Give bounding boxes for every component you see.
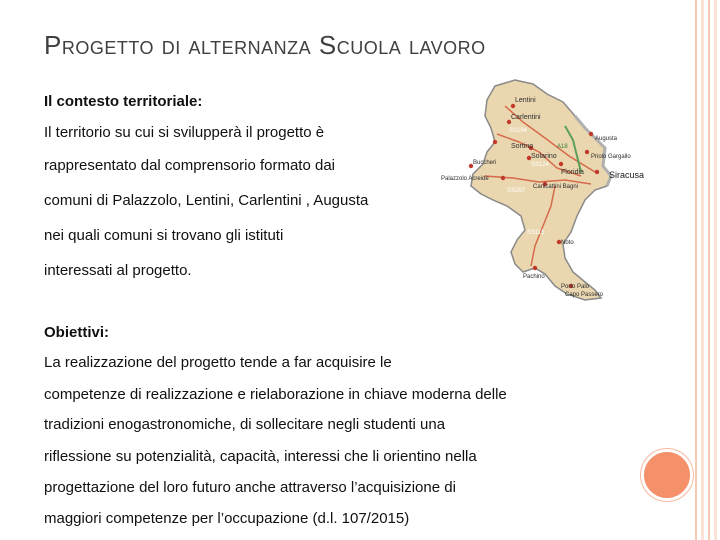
context-line: nei quali comuni si trovano gli istituti [44, 227, 284, 244]
context-line: comuni di Palazzolo, Lentini, Carlentini , Augusta [44, 192, 369, 209]
objectives-line: riflessione su potenzialità, capacità, interessi che li orientino nella [44, 448, 477, 465]
territory-map [435, 76, 647, 306]
map-label-capo: Capo Passero [565, 292, 604, 298]
objectives-line: maggiori competenze per l’occupazione (d.l. 107/2015) [44, 510, 410, 527]
context-line: rappresentato dal comprensorio formato dai [44, 157, 335, 174]
decorative-circle [641, 449, 693, 501]
map-label-carlentini: Carlentini [511, 114, 541, 121]
objectives-heading: Obiettivi: [44, 324, 110, 341]
map-label-lentini: Lentini [515, 97, 536, 104]
map-label-floridia: Floridia [561, 169, 584, 176]
objectives-line: tradizioni enogastronomiche, di sollecitare negli studenti una [44, 416, 446, 433]
map-label-a18: A18 [557, 144, 568, 150]
objectives-line: La realizzazione del progetto tende a far acquisire le [44, 354, 392, 371]
map-label-priolo: Priolo Gargallo [591, 154, 631, 160]
objectives-line: competenze di realizzazione e rielaborazione in chiave moderna delle [44, 386, 507, 403]
map-label-noto: Noto [561, 240, 574, 246]
map-label-portopalo: Porto Palo [561, 284, 590, 290]
map-label-sortino: Sortino [511, 143, 534, 150]
map-label-buccheri: Buccheri [473, 160, 497, 166]
map-label-siracusa: Siracusa [609, 170, 645, 180]
map-land [471, 80, 611, 300]
map-label-solarino: Solarino [531, 153, 557, 160]
objectives-line: progettazione del loro futuro anche attraverso l’acquisizione di [44, 479, 456, 496]
map-label-pachino: Pachino [523, 274, 545, 280]
map-label-ss194: SS194 [509, 128, 528, 134]
map-label-ss115: SS115 [527, 230, 545, 236]
context-line: interessati al progetto. [44, 262, 192, 279]
slide-title: Progetto di alternanza Scuola lavoro [44, 30, 486, 60]
context-line: Il territorio su cui si svilupperà il progetto è [44, 124, 325, 141]
map-label-canicattini: Canicattini Bagni [533, 184, 579, 190]
decorative-border [695, 0, 720, 540]
map-label-augusta: Augusta [595, 136, 618, 142]
context-heading: Il contesto territoriale: [44, 93, 203, 110]
map-label-ss124: SS124 [531, 162, 550, 168]
map-label-palazzolo: Palazzolo Acreide [441, 176, 489, 182]
map-label-ss287: SS287 [507, 188, 526, 194]
